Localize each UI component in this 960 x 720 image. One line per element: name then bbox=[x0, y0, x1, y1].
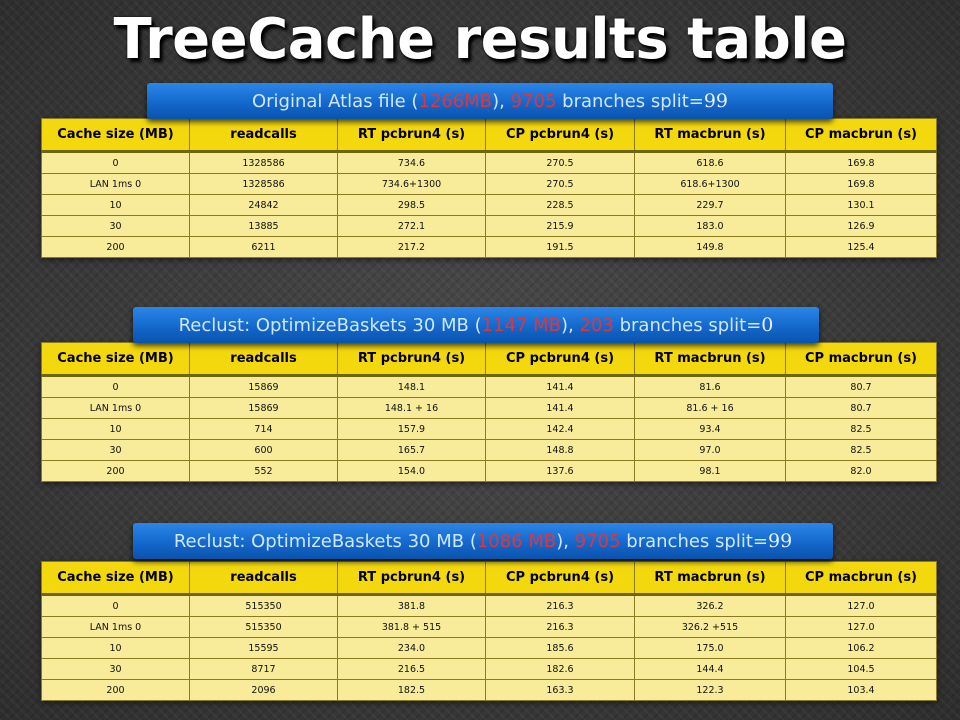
cell-readcalls: 15595 bbox=[190, 638, 338, 659]
cell-rt-macbrun: 326.2 +515 bbox=[635, 617, 786, 638]
table-row bbox=[42, 680, 937, 701]
banner-suffix: branches split= bbox=[620, 531, 768, 552]
cell-cp-pcbrun4: 191.5 bbox=[486, 237, 635, 258]
cell-readcalls: 2096 bbox=[190, 680, 338, 701]
table-row bbox=[42, 216, 937, 237]
banner-mid: ), bbox=[556, 531, 575, 552]
cell-cache-size: 30 bbox=[42, 440, 190, 461]
cell-rt-pcbrun4: 734.6+1300 bbox=[338, 174, 486, 195]
cell-cache-size: 10 bbox=[42, 638, 190, 659]
table-row bbox=[42, 237, 937, 258]
banner-branch-count: 9705 bbox=[510, 91, 557, 112]
banner-split: 0 bbox=[761, 314, 774, 336]
cell-cp-macbrun: 80.7 bbox=[786, 398, 937, 419]
cell-cache-size: LAN 1ms 0 bbox=[42, 617, 190, 638]
table-row bbox=[42, 376, 937, 398]
cell-rt-pcbrun4: 148.1 + 16 bbox=[338, 398, 486, 419]
cell-cp-macbrun: 80.7 bbox=[786, 376, 937, 398]
banner-suffix: branches split= bbox=[556, 91, 704, 112]
cell-readcalls: 13885 bbox=[190, 216, 338, 237]
cell-readcalls: 15869 bbox=[190, 398, 338, 419]
cell-cp-macbrun: 82.0 bbox=[786, 461, 937, 482]
cell-readcalls: 714 bbox=[190, 419, 338, 440]
cell-cp-pcbrun4: 216.3 bbox=[486, 595, 635, 617]
cell-rt-pcbrun4: 217.2 bbox=[338, 237, 486, 258]
cell-cp-macbrun: 169.8 bbox=[786, 174, 937, 195]
column-header-readcalls: readcalls bbox=[190, 343, 338, 376]
table-header-row bbox=[42, 119, 937, 152]
column-header-cp-macbrun: CP macbrun (s) bbox=[786, 119, 937, 152]
column-header-cp-pcbrun4: CP pcbrun4 (s) bbox=[486, 562, 635, 595]
cell-rt-pcbrun4: 216.5 bbox=[338, 659, 486, 680]
banner-split: 99 bbox=[703, 90, 729, 112]
cell-cp-pcbrun4: 182.6 bbox=[486, 659, 635, 680]
column-header-cp-macbrun: CP macbrun (s) bbox=[786, 562, 937, 595]
cell-rt-pcbrun4: 182.5 bbox=[338, 680, 486, 701]
banner-prefix: Original Atlas file ( bbox=[251, 91, 419, 112]
column-header-rt-macbrun: RT macbrun (s) bbox=[635, 343, 786, 376]
table-row bbox=[42, 419, 937, 440]
results-table-3 bbox=[41, 561, 937, 701]
table-header-row bbox=[42, 562, 937, 595]
cell-cache-size: 30 bbox=[42, 216, 190, 237]
cell-readcalls: 515350 bbox=[190, 617, 338, 638]
cell-cp-pcbrun4: 137.6 bbox=[486, 461, 635, 482]
column-header-rt-pcbrun4: RT pcbrun4 (s) bbox=[338, 119, 486, 152]
results-table-2 bbox=[41, 342, 937, 482]
column-header-readcalls: readcalls bbox=[190, 119, 338, 152]
cell-rt-macbrun: 183.0 bbox=[635, 216, 786, 237]
cell-cache-size: 0 bbox=[42, 376, 190, 398]
cell-cp-macbrun: 127.0 bbox=[786, 617, 937, 638]
cell-rt-pcbrun4: 381.8 + 515 bbox=[338, 617, 486, 638]
cell-cp-macbrun: 127.0 bbox=[786, 595, 937, 617]
cell-cp-pcbrun4: 163.3 bbox=[486, 680, 635, 701]
cell-rt-macbrun: 122.3 bbox=[635, 680, 786, 701]
column-header-rt-macbrun: RT macbrun (s) bbox=[635, 562, 786, 595]
column-header-cp-pcbrun4: CP pcbrun4 (s) bbox=[486, 119, 635, 152]
cell-readcalls: 8717 bbox=[190, 659, 338, 680]
table-row bbox=[42, 595, 937, 617]
cell-cp-pcbrun4: 141.4 bbox=[486, 376, 635, 398]
banner-branch-count: 9705 bbox=[574, 531, 621, 552]
cell-rt-macbrun: 618.6+1300 bbox=[635, 174, 786, 195]
cell-rt-macbrun: 149.8 bbox=[635, 237, 786, 258]
page-title: TreeCache results table bbox=[113, 7, 847, 72]
column-header-cache-size: Cache size (MB) bbox=[42, 562, 190, 595]
cell-cache-size: 10 bbox=[42, 419, 190, 440]
cell-cp-pcbrun4: 216.3 bbox=[486, 617, 635, 638]
table-row bbox=[42, 617, 937, 638]
cell-cp-macbrun: 126.9 bbox=[786, 216, 937, 237]
cell-readcalls: 1328586 bbox=[190, 152, 338, 174]
cell-rt-macbrun: 81.6 + 16 bbox=[635, 398, 786, 419]
cell-cache-size: LAN 1ms 0 bbox=[42, 398, 190, 419]
cell-rt-pcbrun4: 298.5 bbox=[338, 195, 486, 216]
section-banner-2 bbox=[133, 307, 819, 343]
cell-cp-pcbrun4: 148.8 bbox=[486, 440, 635, 461]
cell-cache-size: 30 bbox=[42, 659, 190, 680]
table-row bbox=[42, 638, 937, 659]
cell-readcalls: 15869 bbox=[190, 376, 338, 398]
cell-rt-macbrun: 144.4 bbox=[635, 659, 786, 680]
banner-prefix: Reclust: OptimizeBaskets 30 MB ( bbox=[173, 531, 477, 552]
cell-cache-size: 10 bbox=[42, 195, 190, 216]
cell-rt-pcbrun4: 148.1 bbox=[338, 376, 486, 398]
banner-suffix: branches split= bbox=[613, 315, 762, 336]
cell-cp-pcbrun4: 270.5 bbox=[486, 174, 635, 195]
cell-cp-pcbrun4: 141.4 bbox=[486, 398, 635, 419]
cell-rt-pcbrun4: 381.8 bbox=[338, 595, 486, 617]
cell-cp-macbrun: 130.1 bbox=[786, 195, 937, 216]
cell-rt-macbrun: 175.0 bbox=[635, 638, 786, 659]
cell-cache-size: 200 bbox=[42, 461, 190, 482]
cell-cp-pcbrun4: 215.9 bbox=[486, 216, 635, 237]
banner-prefix: Reclust: OptimizeBaskets 30 MB ( bbox=[178, 315, 482, 336]
banner-split: 99 bbox=[767, 530, 793, 552]
column-header-cp-macbrun: CP macbrun (s) bbox=[786, 343, 937, 376]
cell-cache-size: 200 bbox=[42, 237, 190, 258]
cell-cache-size: LAN 1ms 0 bbox=[42, 174, 190, 195]
column-header-cache-size: Cache size (MB) bbox=[42, 119, 190, 152]
table-row bbox=[42, 152, 937, 174]
cell-cache-size: 0 bbox=[42, 595, 190, 617]
table-row bbox=[42, 174, 937, 195]
cell-cp-macbrun: 106.2 bbox=[786, 638, 937, 659]
banner-branch-count: 203 bbox=[579, 315, 614, 336]
results-table-1 bbox=[41, 118, 937, 258]
table-row bbox=[42, 461, 937, 482]
cell-readcalls: 1328586 bbox=[190, 174, 338, 195]
cell-rt-pcbrun4: 234.0 bbox=[338, 638, 486, 659]
cell-cp-macbrun: 125.4 bbox=[786, 237, 937, 258]
banner-file-size: 1266MB bbox=[418, 91, 493, 112]
cell-rt-pcbrun4: 734.6 bbox=[338, 152, 486, 174]
cell-cp-pcbrun4: 270.5 bbox=[486, 152, 635, 174]
cell-cp-macbrun: 104.5 bbox=[786, 659, 937, 680]
cell-rt-macbrun: 326.2 bbox=[635, 595, 786, 617]
table-row bbox=[42, 659, 937, 680]
banner-mid: ), bbox=[492, 91, 511, 112]
cell-rt-pcbrun4: 272.1 bbox=[338, 216, 486, 237]
cell-rt-macbrun: 229.7 bbox=[635, 195, 786, 216]
cell-cp-pcbrun4: 228.5 bbox=[486, 195, 635, 216]
cell-rt-pcbrun4: 165.7 bbox=[338, 440, 486, 461]
cell-cp-macbrun: 103.4 bbox=[786, 680, 937, 701]
column-header-readcalls: readcalls bbox=[190, 562, 338, 595]
column-header-rt-pcbrun4: RT pcbrun4 (s) bbox=[338, 343, 486, 376]
cell-readcalls: 600 bbox=[190, 440, 338, 461]
column-header-rt-pcbrun4: RT pcbrun4 (s) bbox=[338, 562, 486, 595]
banner-mid: ), bbox=[561, 315, 580, 336]
cell-rt-macbrun: 98.1 bbox=[635, 461, 786, 482]
cell-rt-pcbrun4: 157.9 bbox=[338, 419, 486, 440]
cell-readcalls: 24842 bbox=[190, 195, 338, 216]
section-banner-3 bbox=[133, 523, 833, 559]
banner-file-size: 1147 MB bbox=[481, 315, 562, 336]
column-header-cp-pcbrun4: CP pcbrun4 (s) bbox=[486, 343, 635, 376]
section-banner-1 bbox=[147, 83, 833, 119]
cell-readcalls: 515350 bbox=[190, 595, 338, 617]
cell-cp-macbrun: 82.5 bbox=[786, 419, 937, 440]
cell-cp-macbrun: 169.8 bbox=[786, 152, 937, 174]
cell-rt-macbrun: 93.4 bbox=[635, 419, 786, 440]
cell-cache-size: 0 bbox=[42, 152, 190, 174]
table-row bbox=[42, 398, 937, 419]
table-row bbox=[42, 195, 937, 216]
cell-readcalls: 552 bbox=[190, 461, 338, 482]
table-row bbox=[42, 440, 937, 461]
cell-cp-pcbrun4: 185.6 bbox=[486, 638, 635, 659]
cell-rt-macbrun: 81.6 bbox=[635, 376, 786, 398]
cell-rt-pcbrun4: 154.0 bbox=[338, 461, 486, 482]
column-header-cache-size: Cache size (MB) bbox=[42, 343, 190, 376]
banner-file-size: 1086 MB bbox=[476, 531, 557, 552]
table-header-row bbox=[42, 343, 937, 376]
cell-readcalls: 6211 bbox=[190, 237, 338, 258]
cell-rt-macbrun: 618.6 bbox=[635, 152, 786, 174]
cell-cp-pcbrun4: 142.4 bbox=[486, 419, 635, 440]
cell-cp-macbrun: 82.5 bbox=[786, 440, 937, 461]
column-header-rt-macbrun: RT macbrun (s) bbox=[635, 119, 786, 152]
cell-rt-macbrun: 97.0 bbox=[635, 440, 786, 461]
cell-cache-size: 200 bbox=[42, 680, 190, 701]
